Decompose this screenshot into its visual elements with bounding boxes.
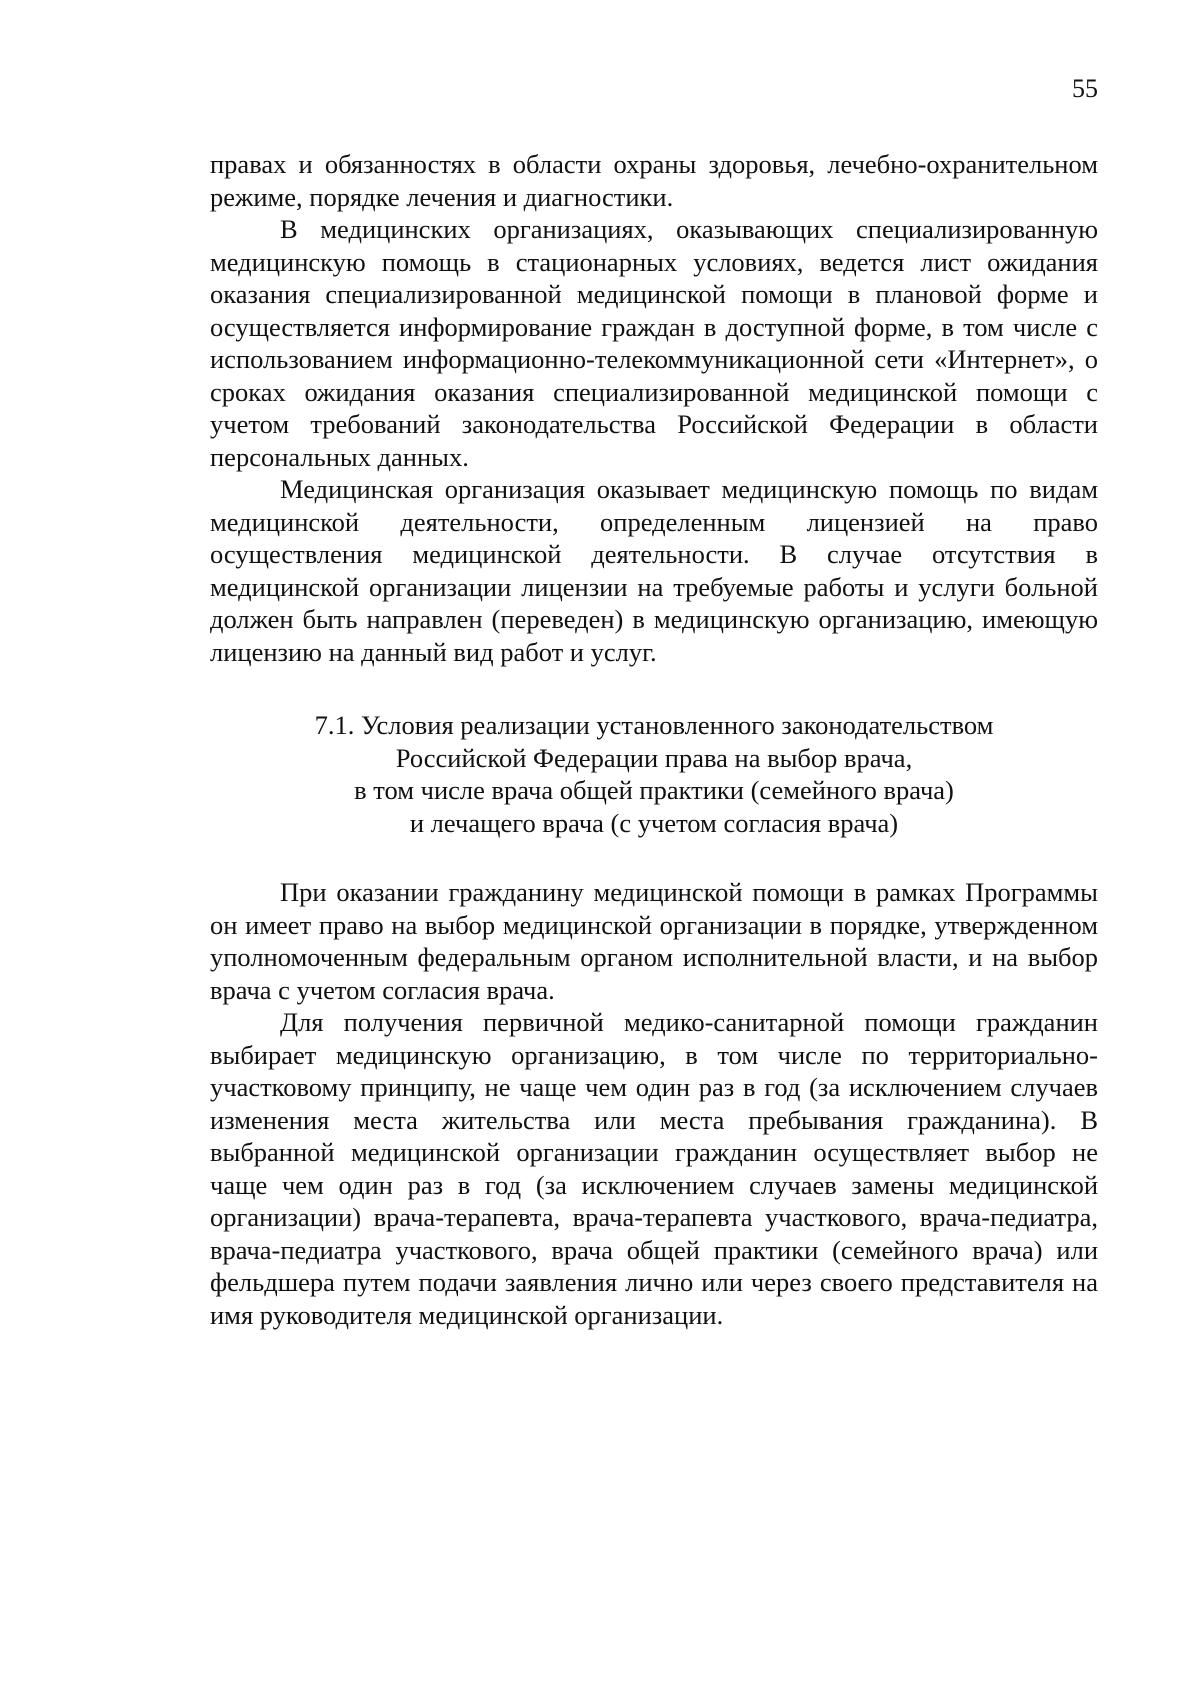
section-heading-7-1 xyxy=(210,709,1098,839)
paragraph-license: Медицинская организация оказывает медицинскую помощь по видам медицинской деятельности, определенным лицензией на право осуществления медицинской деятельности. В случае отсутствия в медицинской организации лицензии на требуемые работы и услуги больной должен быть направлен (переведен) в медицинскую организацию, имеющую лицензию на данный вид работ и услуг. xyxy=(210,474,1098,667)
paragraph-waiting-list: В медицинских организациях, оказывающих специализированную медицинскую помощь в стационарных условиях, ведется лист ожидания оказания специализированной медицинской помощи в плановой форме и осуществляется информирование граждан в доступной форме, в том числе с использованием информационно-телекоммуникационной сети «Интернет», о сроках ожидания оказания специализированной медицинской помощи с учетом требований законодательства Российской Федерации в области персональных данных. xyxy=(210,214,1098,472)
section-heading-line: Российской Федерации права на выбор врача, xyxy=(395,742,913,773)
paragraph-continuation: правах и обязанностях в области охраны здоровья, лечебно-охранительном режиме, порядке лечения и диагностики. xyxy=(210,149,1098,212)
document-body xyxy=(210,148,1098,1331)
section-heading-line: и лечащего врача (с учетом согласия врача) xyxy=(409,807,899,838)
section-heading-line: 7.1. Условия реализации установленного законодательством xyxy=(314,710,994,740)
page-number: 55 xyxy=(1072,74,1098,103)
paragraph-primary-care: Для получения первичной медико-санитарной помощи гражданин выбирает медицинскую организацию, в том числе по территориально-участковому принципу, не чаще чем один раз в год (за исключением случаев изменения места жительства или места пребывания гражданина). В выбранной медицинской организации гражданин осуществляет выбор не чаще чем один раз в год (за исключением случаев замены медицинской организации) врача-терапевта, врача-терапевта участкового, врача-педиатра, врача-педиатра участкового, врача общей практики (семейного врача) или фельдшера путем подачи заявления лично или через своего представителя на имя руководителя медицинской организации. xyxy=(210,1007,1098,1330)
paragraph-choice-of-doctor: При оказании гражданину медицинской помощи в рамках Программы он имеет право на выбор медицинской организации в порядке, утвержденном уполномоченным федеральным органом исполнительной власти, и на выбор врача с учетом согласия врача. xyxy=(210,877,1098,1005)
section-heading-line: в том числе врача общей практики (семейного врача) xyxy=(354,775,954,805)
